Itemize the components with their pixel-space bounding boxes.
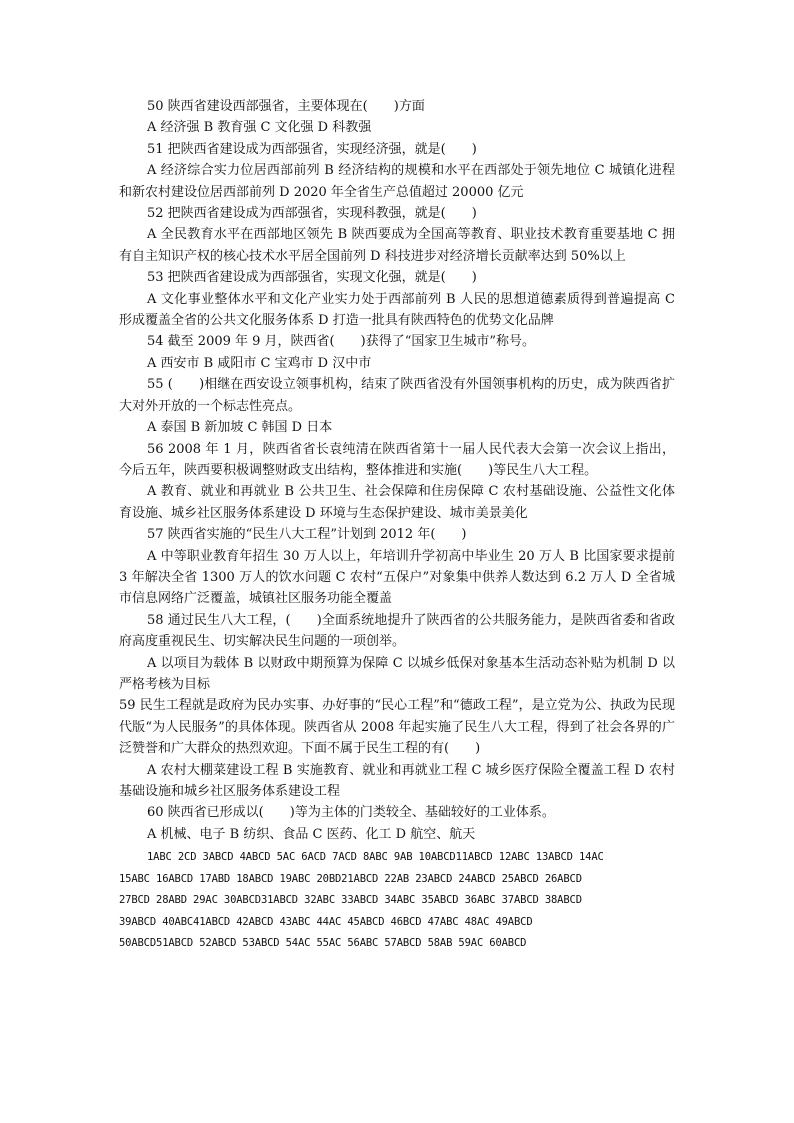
question-stem: 51 把陕西省建设成为西部强省，实现经济强，就是( ) bbox=[147, 141, 477, 157]
question-53 bbox=[119, 267, 675, 331]
answer-key-line: 50ABCD51ABCD 52ABCD 53ABCD 54AC 55AC 56ABC 57ABCD 58AB 59AC 60ABCD bbox=[119, 937, 527, 950]
answer-key-line: 39ABCD 40ABC41ABCD 42ABCD 43ABC 44AC 45ABCD 46BCD 47ABC 48AC 49ABCD bbox=[119, 915, 533, 928]
question-stem: 60 陕西省已形成以( )等为主体的门类较全、基础较好的工业体系。 bbox=[147, 805, 555, 821]
question-stem: 50 陕西省建设西部强省，主要体现在( )方面 bbox=[147, 99, 425, 114]
question-options: A 全民教育水平在西部地区领先 B 陕西要成为全国高等教育、职业技术教育重要基地 C 拥有自主知识产权的核心技术水平居全国前列 D 科技进步对经济增长贡献率达到 50%以上 bbox=[119, 227, 675, 264]
question-50 bbox=[119, 96, 675, 139]
question-stem: 52 把陕西省建设成为西部强省，实现科教强，就是( ) bbox=[147, 206, 477, 222]
answer-key bbox=[119, 847, 675, 955]
question-51 bbox=[119, 139, 675, 203]
question-options: A 泰国 B 新加坡 C 韩国 D 日本 bbox=[147, 420, 333, 436]
question-stem: 53 把陕西省建设成为西部强省，实现文化强，就是( ) bbox=[147, 270, 477, 286]
question-options: A 文化事业整体水平和文化产业实力处于西部前列 B 人民的思想道德素质得到普遍提高 C 形成覆盖全省的公共文化服务体系 D 打造一批具有陕西特色的优势文化品牌 bbox=[119, 291, 675, 329]
question-52 bbox=[119, 203, 675, 267]
question-stem: 57 陕西省实施的“民生八大工程”计划到 2012 年( ) bbox=[147, 527, 467, 543]
question-options: A 西安市 B 咸阳市 C 宝鸡市 D 汉中市 bbox=[147, 355, 372, 371]
question-options: A 经济综合实力位居西部前列 B 经济结构的规模和水平在西部处于领先地位 C 城镇化进程和新农村建设位居西部前列 D 2020 年全省生产总值超过 20000 亿元 bbox=[119, 163, 675, 200]
answer-key-line: 15ABC 16ABCD 17ABD 18ABCD 19ABC 20BD21ABCD 22AB 23ABCD 24ABCD 25ABCD 26ABCD bbox=[119, 872, 582, 885]
question-options: A 教育、就业和再就业 B 公共卫生、社会保障和住房保障 C 农村基础设施、公益性文化体育设施、城乡社区服务体系建设 D 环境与生态保护建设、城市美景美化 bbox=[119, 484, 675, 521]
question-stem: 59 民生工程就是政府为民办实事、办好事的“民心工程”和“德政工程”，是立党为公、执政为民现代版“为人民服务”的具体体现。陕西省从 2008 年起实施了民生八大工程，得到了社会各界的广泛赞誉和广大群众的热烈欢迎。下面不属于民生工程的有( ) bbox=[119, 698, 675, 757]
question-stem: 55 ( )相继在西安设立领事机构，结束了陕西省没有外国领事机构的历史，成为陕西省扩大对外开放的一个标志性亮点。 bbox=[119, 377, 675, 414]
question-stem: 56 2008 年 1 月，陕西省省长袁纯清在陕西省第十一届人民代表大会第一次会议上指出，今后五年，陕西要积极调整财政支出结构，整体推进和实施( )等民生八大工程。 bbox=[119, 441, 675, 478]
question-59 bbox=[119, 695, 675, 802]
question-options: A 中等职业教育年招生 30 万人以上，年培训升学初高中毕业生 20 万人 B 比国家要求提前 3 年解决全省 1300 万人的饮水问题 C 农村“五保户”对象集中供养人数达到 6.2 万人 D 全省城市信息网络广泛覆盖，城镇社区服务功能全覆盖 bbox=[119, 548, 675, 607]
document-page bbox=[119, 96, 675, 955]
question-54 bbox=[119, 331, 675, 374]
question-options: A 经济强 B 教育强 C 文化强 D 科教强 bbox=[147, 120, 372, 136]
answer-key-line: 1ABC 2CD 3ABCD 4ABCD 5AC 6ACD 7ACD 8ABC 9AB 10ABCD11ABCD 12ABC 13ABCD 14AC bbox=[147, 851, 604, 864]
question-56 bbox=[119, 439, 675, 525]
question-options: A 农村大棚菜建设工程 B 实施教育、就业和再就业工程 C 城乡医疗保险全覆盖工程 D 农村基础设施和城乡社区服务体系建设工程 bbox=[119, 762, 675, 799]
question-55 bbox=[119, 374, 675, 438]
question-options: A 机械、电子 B 纺织、食品 C 医药、化工 D 航空、航天 bbox=[147, 826, 476, 842]
question-60 bbox=[119, 802, 675, 845]
question-57 bbox=[119, 524, 675, 610]
question-stem: 58 通过民生八大工程，( )全面系统地提升了陕西省的公共服务能力，是陕西省委和省政府高度重视民生、切实解决民生问题的一项创举。 bbox=[119, 612, 675, 650]
question-stem: 54 截至 2009 年 9 月，陕西省( )获得了“国家卫生城市”称号。 bbox=[147, 334, 535, 350]
answer-key-line: 27BCD 28ABD 29AC 30ABCD31ABCD 32ABC 33ABCD 34ABC 35ABCD 36ABC 37ABCD 38ABCD bbox=[119, 894, 582, 907]
question-options: A 以项目为载体 B 以财政中期预算为保障 C 以城乡低保对象基本生活动态补贴为机制 D 以严格考核为目标 bbox=[119, 655, 675, 692]
question-58 bbox=[119, 610, 675, 696]
